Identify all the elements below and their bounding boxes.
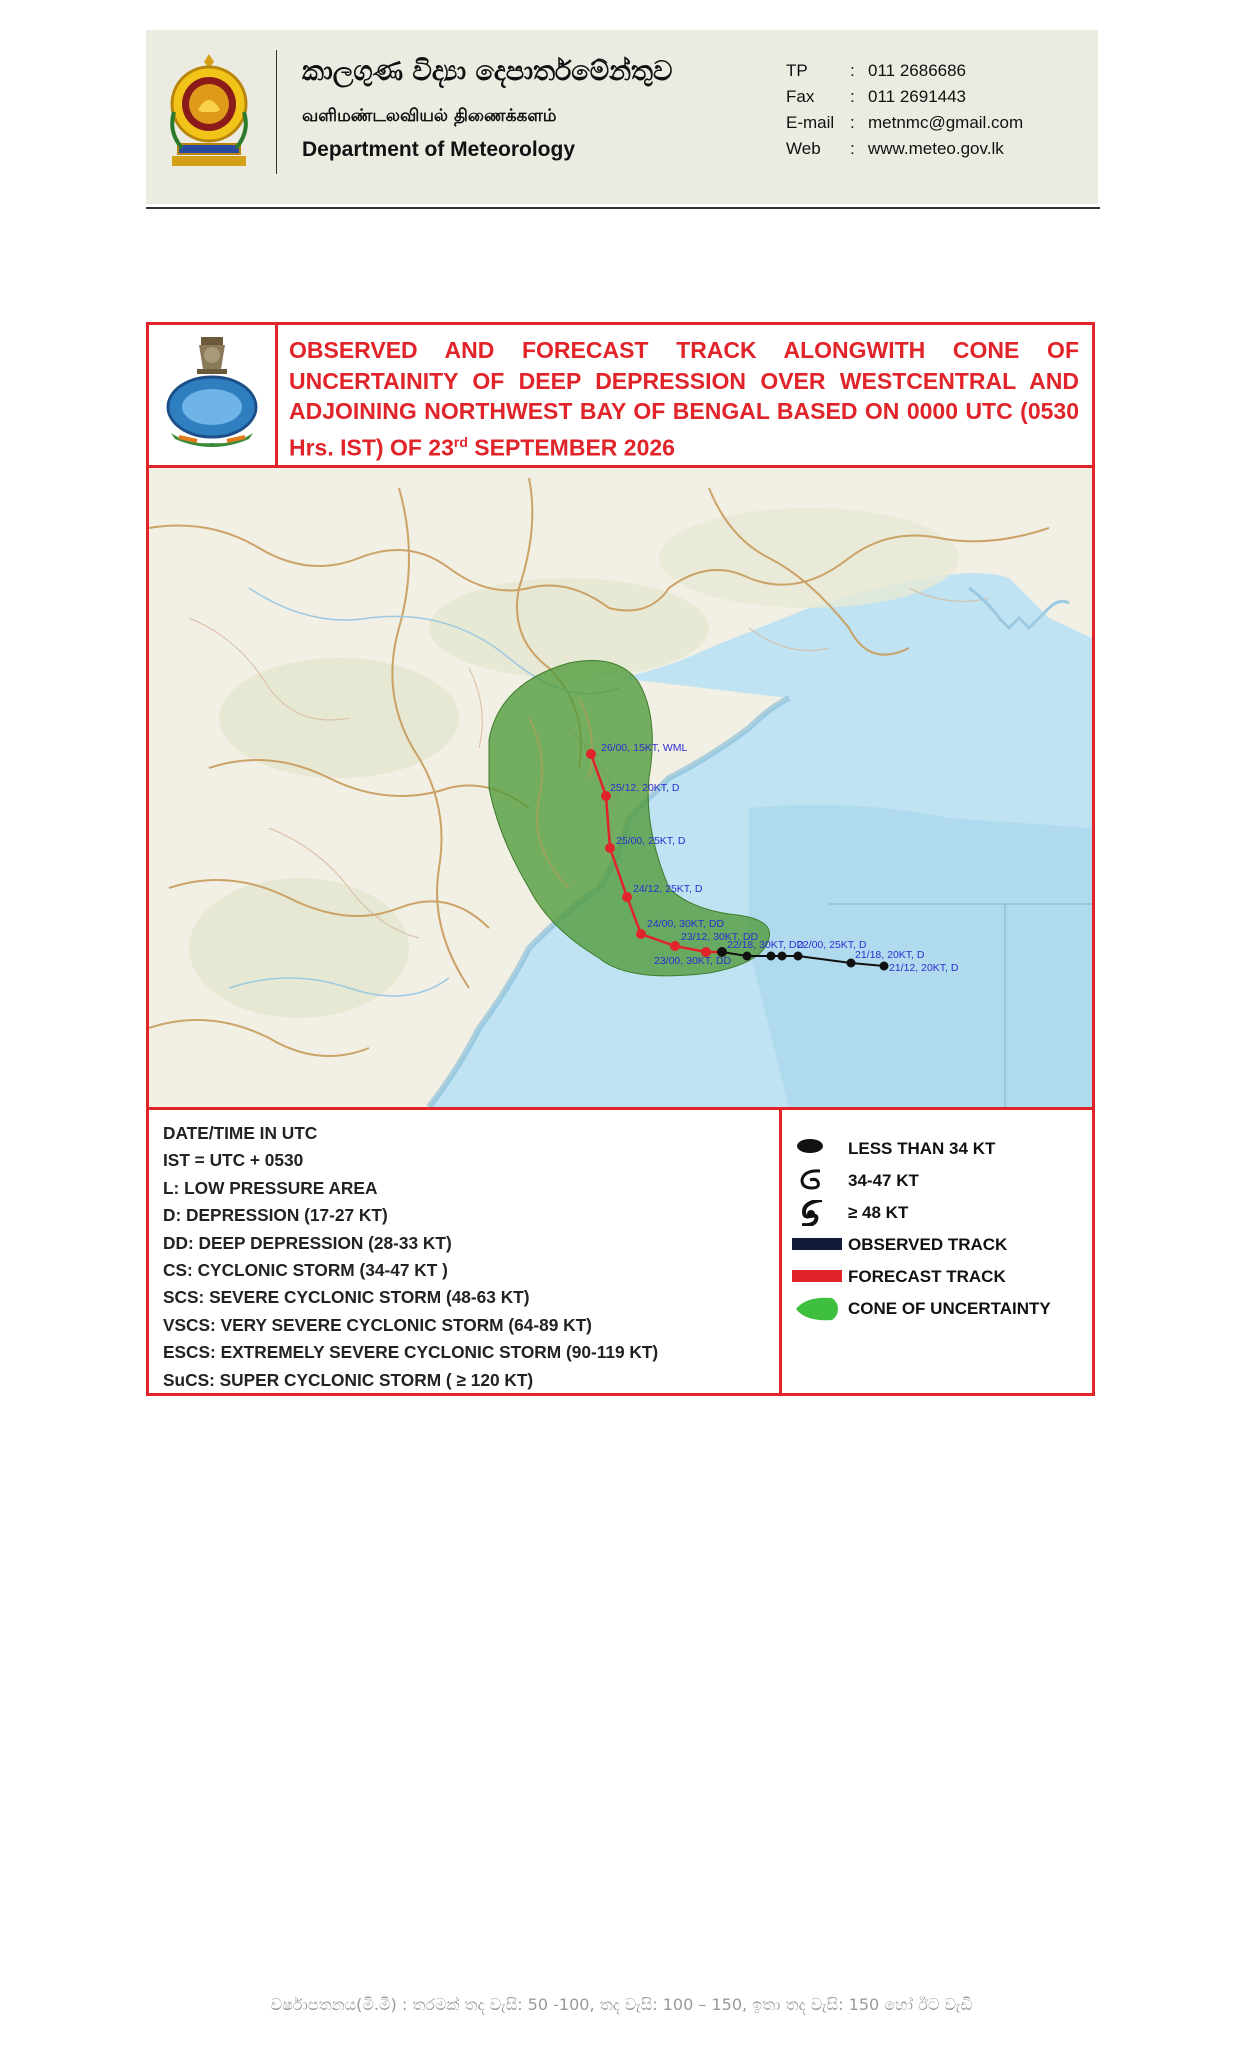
legend-line: CS: CYCLONIC STORM (34-47 KT )	[163, 1260, 448, 1281]
department-name-sinhala: කාලගුණ විද්‍යා දෙපාර්තමේන්තුව	[302, 56, 673, 87]
letterhead-rule	[146, 207, 1100, 209]
rainfall-footer: වර්ෂාපතනය(මි.මී) : තරමක් තද වැසි: 50 -100, තද වැසි: 100 – 150, ඉතා තද වැසි: 150 හෝ ඊට වැඩි	[270, 1995, 973, 2014]
bulletin-logo-cell	[149, 325, 278, 465]
legend-line: DATE/TIME IN UTC	[163, 1123, 318, 1143]
label-21-18: 21/18, 20KT, D	[855, 949, 925, 961]
contact-row-tp: TP : 011 2686686	[786, 61, 967, 80]
track-point-25-00	[605, 843, 615, 853]
label-23-00: 23/00, 30KT, DD	[654, 955, 732, 967]
legend-abbreviations	[149, 1110, 782, 1393]
legend-line: D: DEPRESSION (17-27 KT)	[163, 1205, 388, 1226]
label-21-12: 21/12, 20KT, D	[889, 962, 959, 974]
legend-line: IST = UTC + 0530	[163, 1150, 304, 1171]
contact-block	[786, 58, 1023, 162]
legend-item-observed-track: OBSERVED TRACK	[792, 1232, 1092, 1258]
label-22-00: 22/00, 25KT, D	[797, 939, 867, 951]
legend-item-forecast-track: FORECAST TRACK	[792, 1264, 1092, 1290]
track-point-22-12	[743, 952, 752, 961]
email-link[interactable]: metnmc@gmail.com	[868, 113, 1024, 132]
track-bulletin	[146, 322, 1095, 1396]
legend-line: VSCS: VERY SEVERE CYCLONIC STORM (64-89 KT)	[163, 1314, 592, 1335]
track-point-22-03	[778, 952, 787, 961]
web-link[interactable]: www.meteo.gov.lk	[868, 139, 1004, 158]
department-name-tamil: வளிமண்டலவியல் திணைக்களம்	[302, 106, 557, 126]
sri-lanka-emblem-icon	[168, 52, 250, 170]
label-24-12: 24/12, 25KT, D	[633, 883, 703, 895]
letterhead	[146, 30, 1098, 204]
contact-row-web: Web : www.meteo.gov.lk	[786, 136, 1023, 162]
title-line-1: OBSERVED AND FORECAST TRACK ALONGWITH CONE OF	[289, 337, 1079, 363]
legend-line: L: LOW PRESSURE AREA	[163, 1177, 378, 1198]
legend-item-48-plus: ≥ 48 KT	[792, 1200, 1092, 1226]
title-line-2: UNCERTAINITY OF DEEP DEPRESSION OVER WESTCENTRAL AND	[289, 367, 1079, 394]
forecast-track-swatch	[792, 1264, 842, 1290]
bulletin-header	[149, 325, 1092, 468]
cone-swatch	[792, 1296, 842, 1322]
label-24-00: 24/00, 30KT, DD	[647, 918, 725, 930]
cyclone-small-icon	[792, 1168, 842, 1194]
legend-line: SuCS: SUPER CYCLONIC STORM ( ≥ 120 KT)	[163, 1369, 534, 1390]
legend-item-less-than-34: LESS THAN 34 KT	[792, 1136, 1092, 1162]
letterhead-divider	[276, 50, 277, 174]
contact-row-email: E-mail : metnmc@gmail.com	[786, 110, 1023, 136]
legend-item-34-47: 34-47 KT	[792, 1168, 1092, 1194]
observed-track-swatch	[792, 1232, 842, 1258]
track-point-24-12	[622, 892, 632, 902]
department-name-english: Department of Meteorology	[302, 138, 576, 161]
label-26-00: 26/00, 15KT, WML	[601, 742, 688, 754]
track-point-24-00	[636, 929, 646, 939]
track-point-26-00	[586, 749, 596, 759]
legend-symbols	[782, 1110, 1092, 1393]
title-line-3: ADJOINING NORTHWEST BAY OF BENGAL BASED ON 0000 UTC (0530	[289, 398, 1079, 424]
legend-line: ESCS: EXTREMELY SEVERE CYCLONIC STORM (90-119 KT)	[163, 1342, 659, 1363]
track-point-22-00	[794, 952, 803, 961]
label-22-18: 22/18, 30KT, DD	[727, 939, 805, 951]
title-line-4: Hrs. IST) OF 23rd SEPTEMBER 2026	[289, 433, 675, 461]
legend-line: SCS: SEVERE CYCLONIC STORM (48-63 KT)	[163, 1287, 530, 1308]
map-canvas	[149, 468, 1092, 1107]
bulletin-title	[289, 335, 1079, 463]
track-point-21-12	[880, 962, 889, 971]
track-map	[149, 468, 1092, 1110]
label-23-12: 23/12, 30KT, DD	[681, 931, 759, 943]
legend-item-cone: CONE OF UNCERTAINTY	[792, 1296, 1092, 1322]
ellipse-icon	[792, 1136, 842, 1162]
track-point-22-06	[767, 952, 776, 961]
imd-emblem-icon	[149, 325, 275, 465]
legend-line: DD: DEEP DEPRESSION (28-33 KT)	[163, 1232, 452, 1253]
contact-row-fax: Fax : 011 2691443	[786, 87, 967, 106]
label-25-12: 25/12, 20KT, D	[610, 782, 680, 794]
label-25-00: 25/00, 25KT, D	[616, 835, 686, 847]
cyclone-large-icon	[792, 1200, 842, 1226]
track-point-23-12	[670, 941, 680, 951]
